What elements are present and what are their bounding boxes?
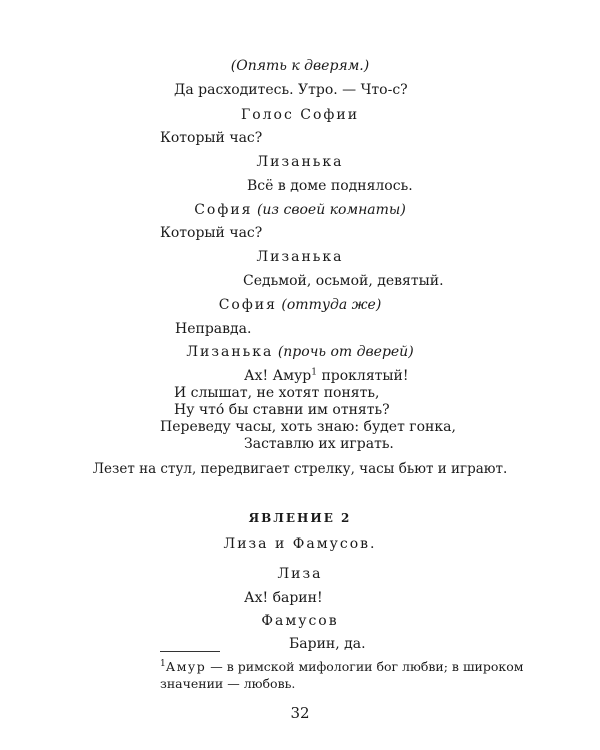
footnote — [160, 658, 523, 675]
speaker-name: Лизанька — [256, 249, 344, 265]
footnote-divider — [160, 651, 220, 652]
speaker-name: Фамусов — [261, 613, 339, 629]
footnote-term: Амур — [165, 659, 207, 674]
footnote-marker: 1 — [160, 658, 166, 669]
speaker-name: София — [194, 202, 253, 218]
speaker-with-direction — [0, 201, 600, 219]
stage-direction: (прочь от дверей) — [277, 344, 414, 360]
scene-characters: Лиза и Фамусов. — [223, 536, 377, 552]
speaker-name: Лиза — [277, 566, 323, 582]
verse-line: Ну что́ бы ставни им отнять? — [174, 402, 390, 418]
speaker-with-direction — [0, 343, 600, 361]
speaker-name: Лизанька — [256, 154, 344, 170]
verse-line: Заставлю их играть. — [244, 436, 394, 452]
speaker-name: Голос Софии — [240, 107, 360, 123]
speaker-with-direction — [0, 296, 600, 314]
stage-direction: Лезет на стул, передвигает стрелку, часы бьют и играют. — [92, 461, 508, 477]
verse-text: проклятый! — [317, 368, 409, 384]
footnote-continuation: значении — любовь. — [160, 676, 296, 691]
dialogue-line: Который час? — [160, 225, 263, 241]
verse-line: И слышат, не хотят понять, — [174, 385, 380, 401]
verse-text: Ах! Амур — [244, 368, 312, 384]
dialogue-line: Да расходитесь. Утро. — Что-с? — [174, 82, 408, 98]
footnote-text: — в римской мифологии бог любви; в широком — [206, 659, 524, 674]
speaker-name: София — [218, 297, 277, 313]
dialogue-line: Ах! барин! — [244, 590, 323, 606]
verse-line — [244, 367, 409, 385]
stage-direction: (из своей комнаты) — [256, 202, 406, 218]
dialogue-line: Барин, да. — [289, 636, 366, 652]
footnote-marker[interactable]: 1 — [311, 367, 317, 378]
dialogue-line: Который час? — [160, 130, 263, 146]
page-number: 32 — [290, 704, 310, 722]
stage-direction: (оттуда же) — [281, 297, 382, 313]
speaker-name: Лизанька — [186, 344, 274, 360]
scene-heading: ЯВЛЕНИЕ 2 — [248, 511, 352, 525]
dialogue-line: Всё в доме поднялось. — [247, 178, 413, 194]
dialogue-line: Седьмой, осьмой, девятый. — [243, 273, 444, 289]
verse-line: Переведу часы, хоть знаю: будет гонка, — [160, 419, 456, 435]
dialogue-line: Неправда. — [175, 321, 252, 337]
stage-direction: (Опять к дверям.) — [230, 58, 370, 74]
